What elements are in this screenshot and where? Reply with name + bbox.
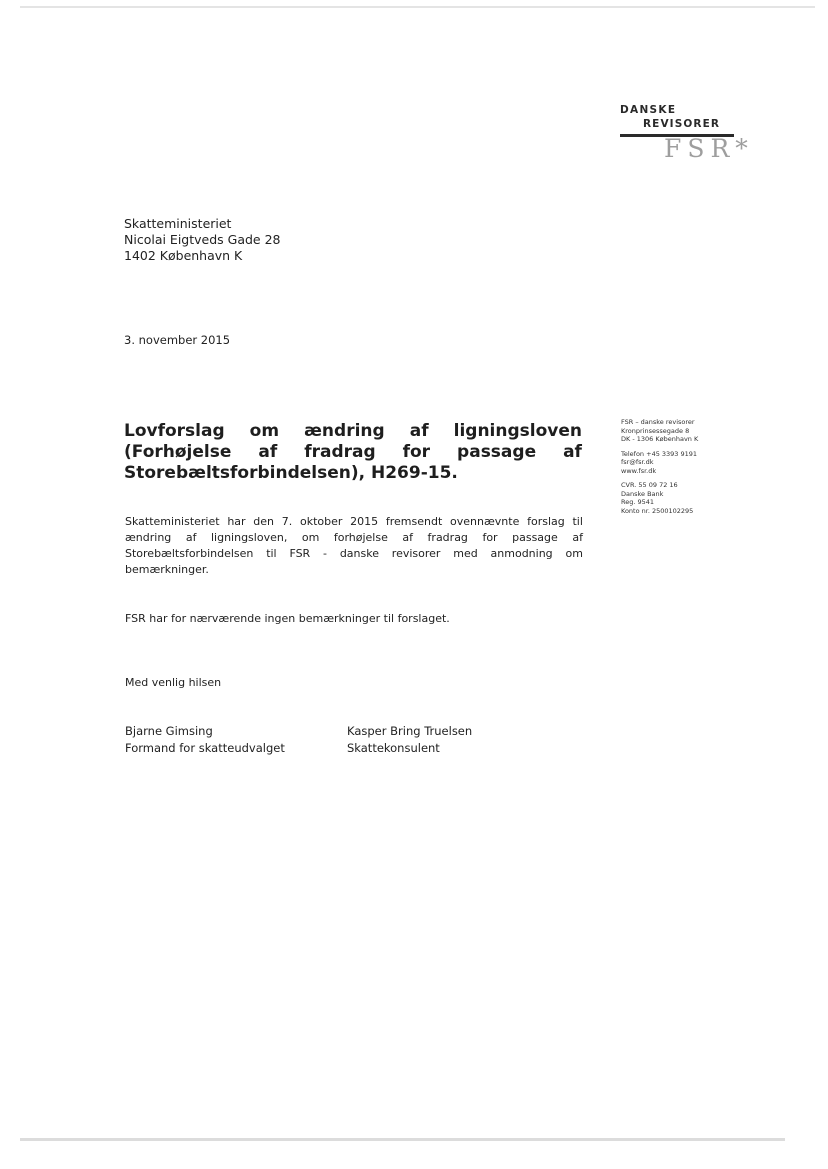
paragraph-1-line-3: Storebæltsforbindelsen til FSR - danske revisorer med anmodning om <box>125 547 583 560</box>
closing-greeting: Med venlig hilsen <box>125 676 222 689</box>
sender-info-sidebar <box>621 418 731 515</box>
signatory-name: Bjarne Gimsing <box>125 724 213 738</box>
title-line-3: Storebæltsforbindelsen), H269-15. <box>124 463 458 483</box>
signatory-name: Kasper Bring Truelsen <box>347 724 473 738</box>
top-edge-rule <box>20 6 815 8</box>
logo-fsr-mark: FSR* <box>664 134 754 163</box>
signatory-role: Formand for skatteudvalget <box>125 741 285 755</box>
body-paragraph-2: FSR har for nærværende ingen bemærkninger til forslaget. <box>125 612 450 625</box>
sender-city: DK - 1306 København K <box>621 435 699 443</box>
sender-street: Kronprinsessegade 8 <box>621 426 690 435</box>
sender-phone: Telefon +45 3393 9191 <box>621 449 698 458</box>
recipient-address <box>124 216 281 264</box>
sender-bank: Danske Bank <box>621 489 664 498</box>
letter-title <box>124 421 582 484</box>
sender-reg: Reg. 9541 <box>621 498 655 506</box>
bottom-edge-rule <box>20 1138 785 1141</box>
title-line-1: Lovforslag om ændring af ligningsloven <box>124 421 582 441</box>
paragraph-1-line-1: Skatteministeriet har den 7. oktober 2015 fremsendt ovennævnte forslag til <box>125 515 583 528</box>
recipient-street: Nicolai Eigtveds Gade 28 <box>124 232 281 247</box>
signatory-role: Skattekonsulent <box>347 741 440 755</box>
paragraph-1-line-4: bemærkninger. <box>125 563 209 576</box>
sender-account: Konto nr. 2500102295 <box>621 506 694 515</box>
letter-date: 3. november 2015 <box>124 333 231 347</box>
sender-cvr: CVR. 55 09 72 16 <box>621 481 678 489</box>
sender-web: www.fsr.dk <box>621 466 657 475</box>
title-line-2: (Forhøjelse af fradrag for passage af <box>124 442 582 462</box>
logo-line-danske: DANSKE <box>620 104 677 116</box>
recipient-name: Skatteministeriet <box>124 216 232 231</box>
signature-block <box>347 723 472 757</box>
recipient-city: 1402 København K <box>124 248 243 263</box>
body-paragraph-1 <box>125 514 583 578</box>
paragraph-1-line-2: ændring af ligningsloven, om forhøjelse af fradrag for passage af <box>125 531 583 544</box>
signature-block <box>125 723 285 757</box>
logo-line-revisorer: REVISORER <box>643 118 721 130</box>
sender-org: FSR – danske revisorer <box>621 418 695 426</box>
sender-email: fsr@fsr.dk <box>621 458 654 466</box>
